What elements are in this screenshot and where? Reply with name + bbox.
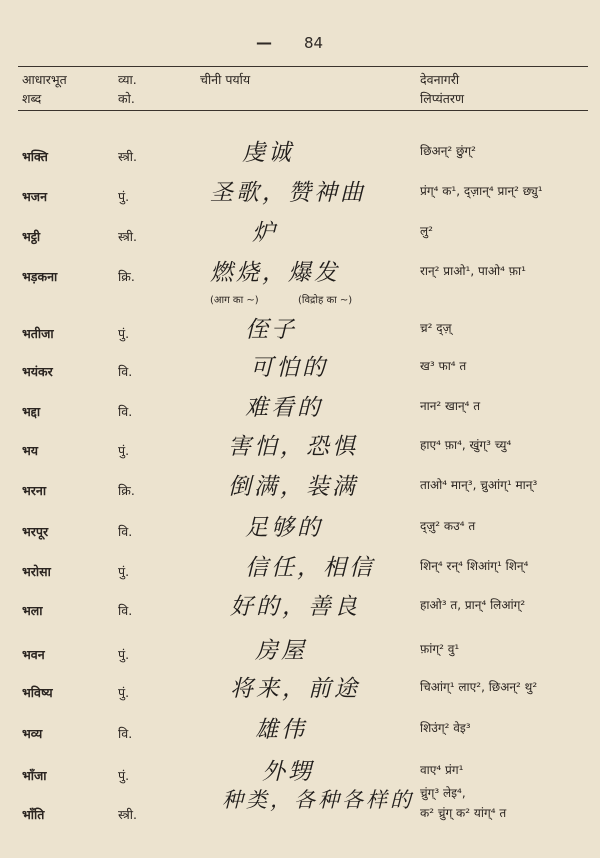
entry-word: भय: [22, 443, 39, 458]
entry-grammar: पुं.: [118, 768, 130, 783]
header-base-word-line1: आधारभूत: [22, 72, 67, 87]
entry-chinese: 雄伟: [255, 717, 307, 743]
entry-chinese: 倒满，装满: [228, 474, 358, 500]
entry-word: भरना: [22, 483, 47, 498]
entry-grammar: वि.: [118, 364, 133, 379]
header-top-rule: [18, 66, 588, 67]
entry-word: भरोसा: [22, 564, 51, 579]
entry-word: भद्दा: [22, 404, 41, 419]
entry-chinese: 信任，相信: [245, 555, 375, 581]
entry-grammar: पुं.: [118, 189, 130, 204]
header-chinese: [200, 70, 250, 89]
header-translit-line1: देवनागरी: [420, 72, 460, 87]
entry-chinese: 炉: [252, 220, 278, 246]
entry-translit: फ़ांग्² वु¹: [420, 642, 460, 656]
entry-grammar: पुं.: [118, 647, 130, 662]
entry-translit: वाए⁴ प्रंग¹: [420, 763, 464, 777]
header-grammar: [118, 70, 137, 108]
entry-chinese: 将来，前途: [230, 676, 360, 702]
entry-translit-line2: क² च्रुंग् क² यांग्⁴ त: [420, 806, 507, 820]
entry-translit: द्ज़ु² कउ⁴ त: [420, 519, 476, 533]
header-base-word-line2: शब्द: [22, 91, 42, 106]
entry-translit: शिन्⁴ रन्⁴ शिआंग्¹ शिन्⁴: [420, 559, 529, 573]
entry-translit: च्रुंग्³ लेइ⁴,: [420, 786, 466, 800]
entry-word: भविष्य: [22, 685, 53, 700]
entry-translit: च्र² द्ज़्: [420, 321, 452, 335]
entry-grammar: स्त्री.: [118, 149, 137, 164]
entry-translit: शिउंग्² वेइ³: [420, 721, 471, 735]
entry-grammar: वि.: [118, 603, 133, 618]
usage-note-revolt: (विद्रोह का ~): [298, 295, 353, 306]
entry-word: भला: [22, 603, 43, 618]
entry-translit: रान्² प्राओ¹, पाओ⁴ फ़ा¹: [420, 264, 526, 278]
entry-word: भट्ठी: [22, 229, 41, 244]
entry-chinese: 圣歌，赞神曲: [210, 180, 366, 206]
entry-translit: ख³ फा⁴ त: [420, 359, 467, 373]
entry-chinese: 房屋: [255, 638, 307, 664]
entry-chinese: 害怕，恐惧: [228, 434, 358, 460]
usage-note-fire: (आग का ~): [210, 295, 259, 306]
header-transliteration: [420, 70, 464, 108]
entry-row: [0, 786, 600, 846]
header-bottom-rule: [18, 110, 588, 111]
entry-chinese: 虔诚: [242, 140, 294, 166]
entry-word: भजन: [22, 189, 48, 204]
header-grammar-line1: व्या.: [118, 72, 137, 87]
entry-translit: प्रंग्⁴ क¹, द्ज़ान्⁴ प्रान्² छ्यु¹: [420, 184, 543, 198]
entry-translit: हाए⁴ फ़ा⁴, खुंग्³ च्यु⁴: [420, 438, 512, 452]
header-grammar-line2: को.: [118, 91, 135, 106]
entry-word: भव्य: [22, 726, 43, 741]
header-base-word: [22, 70, 67, 108]
entry-chinese: 难看的: [245, 395, 323, 421]
entry-chinese: 好的，善良: [230, 594, 360, 620]
entry-translit: छिअन्² छुंग्²: [420, 144, 476, 158]
entry-word: भतीजा: [22, 326, 54, 341]
entry-chinese: 足够的: [245, 515, 323, 541]
entry-chinese: 种类，各种各样的: [222, 788, 414, 812]
entry-translit: नान² खान्⁴ त: [420, 399, 481, 413]
entry-translit: लु²: [420, 224, 433, 238]
page-dash: —: [256, 33, 272, 52]
entry-word: भयंकर: [22, 364, 53, 379]
entry-grammar: क्रि.: [118, 483, 135, 498]
entry-grammar: स्त्री.: [118, 807, 137, 822]
page-number-value: 84: [304, 34, 324, 52]
entry-grammar: वि.: [118, 404, 133, 419]
entry-grammar: वि.: [118, 524, 133, 539]
entry-grammar: स्त्री.: [118, 229, 137, 244]
entry-grammar: पुं.: [118, 326, 130, 341]
entry-word: भवन: [22, 647, 45, 662]
entry-word: भाँति: [22, 807, 45, 822]
entry-grammar: वि.: [118, 726, 133, 741]
entry-translit: हाओ³ त, प्रान्⁴ लिआंग्²: [420, 598, 526, 612]
entry-chinese: 外甥: [262, 759, 314, 785]
entry-chinese: 燃烧，爆发: [210, 260, 340, 286]
entry-grammar: क्रि.: [118, 269, 135, 284]
entry-grammar: पुं.: [118, 443, 130, 458]
entry-word: भक्ति: [22, 149, 48, 164]
header-chinese-label: चीनी पर्याय: [200, 72, 251, 87]
entry-word: भाँजा: [22, 768, 47, 783]
entry-word: भड़कना: [22, 269, 58, 284]
entry-grammar: पुं.: [118, 564, 130, 579]
entry-chinese: 侄子: [245, 317, 297, 343]
entry-translit: ताओ⁴ मान्³, च्रुआंग्¹ मान्³: [420, 478, 538, 492]
entry-word: भरपूर: [22, 524, 49, 539]
entry-chinese: 可怕的: [250, 355, 328, 381]
entry-translit: चिआंग्¹ लाए², छिअन्² थु²: [420, 680, 538, 694]
header-translit-line2: लिप्यंतरण: [420, 91, 465, 106]
entry-grammar: पुं.: [118, 685, 130, 700]
